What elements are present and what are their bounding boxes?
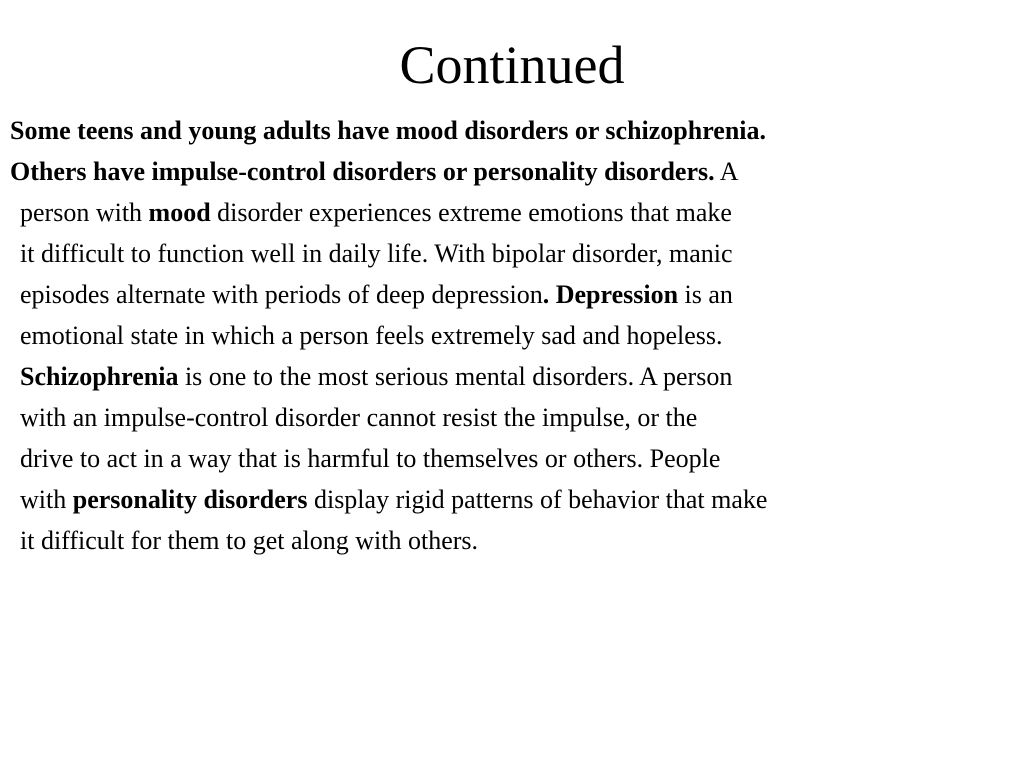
- body-text-run: drive to act in a way that is harmful to themselves or others. People: [20, 444, 721, 473]
- body-line: [10, 274, 1020, 315]
- body-line: [10, 192, 1020, 233]
- body-text-run: display rigid patterns of behavior that make: [307, 485, 768, 514]
- bold-term: mood: [148, 198, 211, 227]
- body-text-run: with an impulse-control disorder cannot resist the impulse, or the: [20, 403, 698, 432]
- body-text-run: episodes alternate with periods of deep depression: [20, 280, 543, 309]
- body-line: [10, 356, 1020, 397]
- slide-title: Continued: [399, 35, 625, 95]
- body-text-run: is one to the most serious mental disorders. A person: [178, 362, 733, 391]
- body-text-run: with: [20, 485, 73, 514]
- body-line: [10, 520, 1020, 561]
- body-line: [10, 110, 1020, 151]
- body-text-run: is an: [678, 280, 733, 309]
- bold-term: Others have impulse-control disorders or personality disorders.: [10, 157, 715, 186]
- body-text-run: emotional state in which a person feels extremely sad and hopeless.: [20, 321, 723, 350]
- body-line: [10, 151, 1020, 192]
- body-text-run: person with: [20, 198, 149, 227]
- bold-term: personality disorders: [72, 485, 308, 514]
- body-text-run: disorder experiences extreme emotions that make: [210, 198, 732, 227]
- body-line: [10, 397, 1020, 438]
- body-text-run: A: [714, 157, 739, 186]
- bold-term: Schizophrenia: [20, 362, 179, 391]
- body-line: [10, 315, 1020, 356]
- bold-term: . Depression: [542, 280, 679, 309]
- body-line: [10, 479, 1020, 520]
- body-line: [10, 233, 1020, 274]
- body-line: [10, 438, 1020, 479]
- slide-body-text: [10, 110, 1020, 561]
- body-text-run: it difficult to function well in daily life. With bipolar disorder, manic: [20, 239, 733, 268]
- body-text-run: it difficult for them to get along with others.: [20, 526, 479, 555]
- bold-term: Some teens and young adults have mood disorders or schizophrenia.: [10, 116, 767, 145]
